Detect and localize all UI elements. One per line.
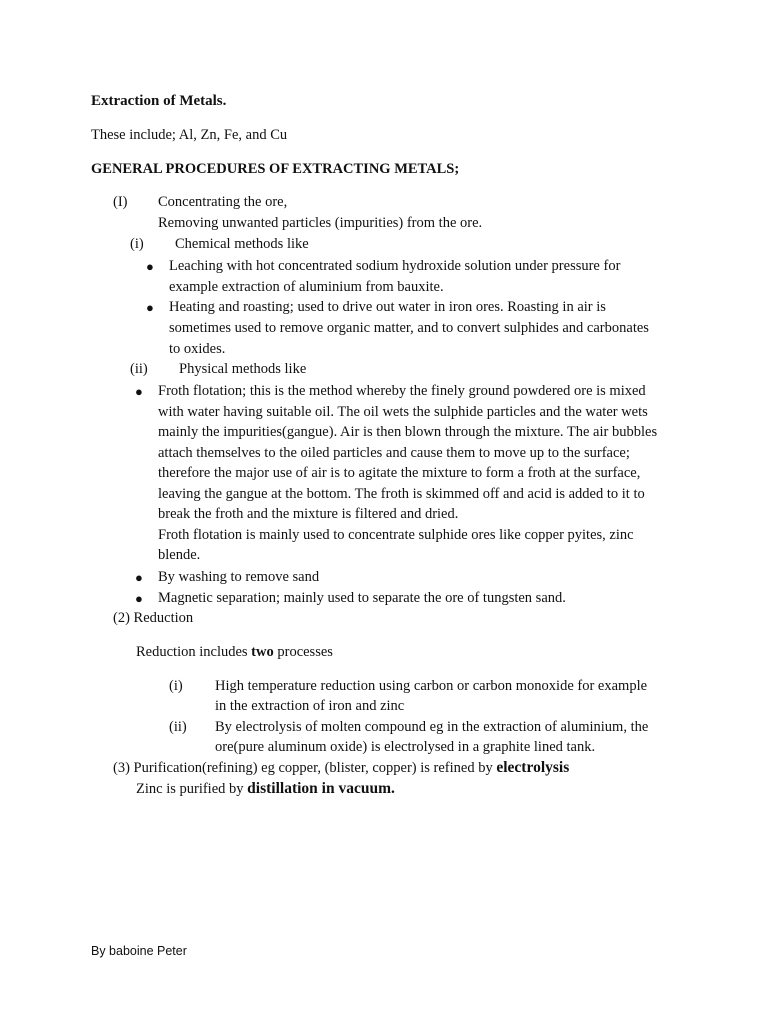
paragraph-line: attach themselves to the oiled particles and cause them to move up to the surface; (158, 445, 630, 461)
chemical-methods-label: Chemical methods like (175, 236, 309, 252)
step-1-number: (I) (113, 194, 128, 210)
list-item: example extraction of aluminium from bauxite. (169, 279, 444, 295)
step-3-line (113, 760, 569, 776)
chemical-methods-number: (i) (130, 236, 144, 252)
reduction-item-line: By electrolysis of molten compound eg in the extraction of aluminium, the (215, 719, 649, 735)
list-item: Magnetic separation; mainly used to separate the ore of tungsten sand. (158, 590, 566, 606)
reduction-intro-text: Reduction includes (136, 644, 252, 660)
paragraph-line: blende. (158, 547, 201, 563)
zinc-line (136, 781, 395, 797)
step-1-subtitle: Removing unwanted particles (impurities) from the ore. (158, 215, 483, 231)
paragraph-line: break the froth and the mixture is filtered and dried. (158, 506, 459, 522)
zinc-bold: distillation in vacuum. (247, 780, 395, 797)
step-3-text: (3) Purification(refining) eg copper, (blister, copper) is refined by (113, 760, 497, 776)
paragraph-line: with water having suitable oil. The oil wets the sulphide particles and the water wets (158, 404, 648, 420)
intro-line: These include; Al, Zn, Fe, and Cu (91, 127, 288, 143)
reduction-item-number: (i) (169, 678, 183, 694)
reduction-item-number: (ii) (169, 719, 187, 735)
footer-author: By baboine Peter (91, 944, 187, 958)
step-3-bold: electrolysis (496, 759, 570, 776)
bullet-icon: ● (146, 300, 154, 315)
list-item: Leaching with hot concentrated sodium hydroxide solution under pressure for (169, 258, 621, 274)
physical-methods-number: (ii) (130, 361, 148, 377)
document-title: Extraction of Metals. (91, 93, 227, 109)
list-item: to oxides. (169, 341, 226, 357)
paragraph-line: therefore the major use of air is to agitate the mixture to form a froth at the surface, (158, 465, 641, 481)
paragraph-line: leaving the gangue at the bottom. The froth is skimmed off and acid is added to it to (158, 486, 645, 502)
bullet-icon: ● (135, 591, 143, 606)
zinc-text: Zinc is purified by (136, 781, 248, 797)
section-heading: GENERAL PROCEDURES OF EXTRACTING METALS; (91, 161, 460, 177)
reduction-intro-bold: two (251, 644, 274, 660)
reduction-intro (136, 645, 333, 660)
physical-methods-label: Physical methods like (179, 361, 307, 377)
bullet-icon: ● (146, 259, 154, 274)
paragraph-line: Froth flotation is mainly used to concentrate sulphide ores like copper pyites, zinc (158, 527, 634, 543)
reduction-item-line: in the extraction of iron and zinc (215, 698, 405, 714)
reduction-intro-text: processes (273, 644, 333, 660)
reduction-item-line: ore(pure aluminum oxide) is electrolysed in a graphite lined tank. (215, 739, 596, 755)
bullet-icon: ● (135, 384, 143, 399)
step-1-title: Concentrating the ore, (158, 194, 288, 210)
paragraph-line: mainly the impurities(gangue). Air is then blown through the mixture. The air bubbles (158, 424, 658, 440)
list-item: By washing to remove sand (158, 569, 320, 585)
paragraph-line: Froth flotation; this is the method whereby the finely ground powdered ore is mixed (158, 383, 646, 399)
list-item: Heating and roasting; used to drive out water in iron ores. Roasting in air is (169, 299, 606, 315)
bullet-icon: ● (135, 570, 143, 585)
reduction-item-line: High temperature reduction using carbon or carbon monoxide for example (215, 678, 648, 694)
list-item: sometimes used to remove organic matter, and to convert sulphides and carbonates (169, 320, 649, 336)
step-2-label: (2) Reduction (113, 610, 194, 626)
